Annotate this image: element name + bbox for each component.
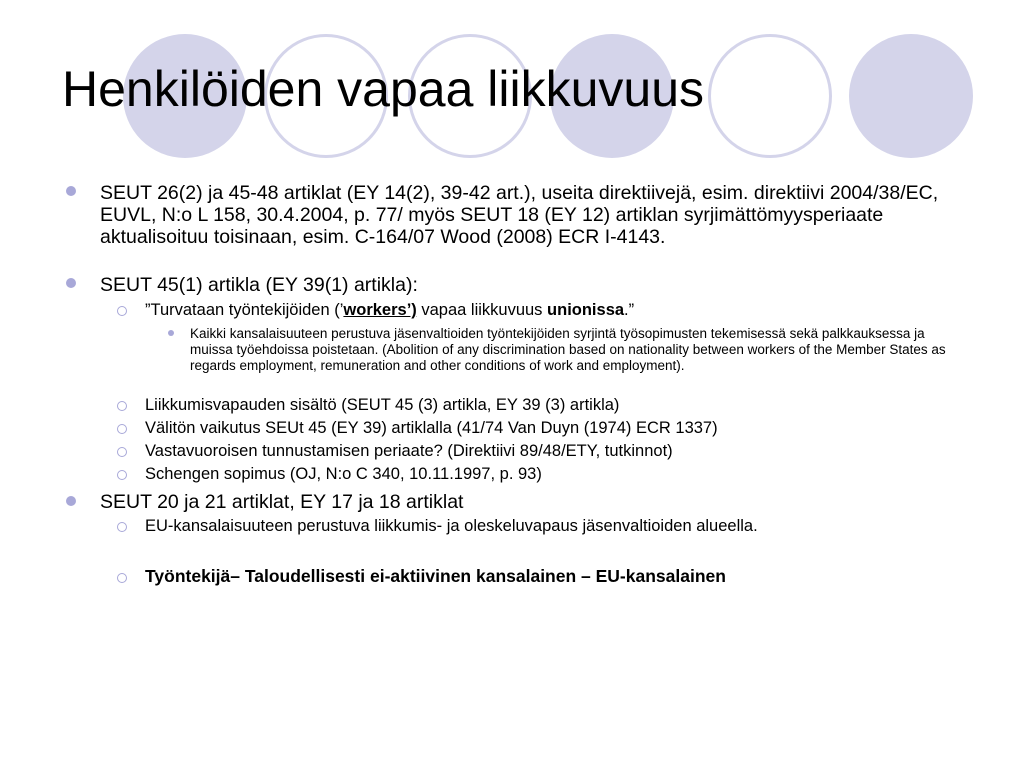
bullet-ring-icon [117,424,127,434]
quote-unionissa: unionissa [547,301,625,319]
bullet-ring-icon [117,573,127,583]
quote-workers: workers’) [343,301,417,319]
subbullet-quote [145,300,965,321]
bullet-seut-20-21: SEUT 20 ja 21 artiklat, EY 17 ja 18 artiklat [100,491,464,513]
bullet-seut-26: SEUT 26(2) ja 45-48 artiklat (EY 14(2), 39-42 art.), useita direktiivejä, esim. direktiivi 2004/38/EC, EUVL, N:o L 158, 30.4.2004, p. 77/ myös SEUT 18 (EY 12) artiklan syrjimättömyysperiaate aktualisoituu toisinaan, esim. C-164/07 Wood (2008) ECR I-4143. [100,182,939,248]
subbullet-mutual-recognition: Vastavuoroisen tunnustamisen periaate? (Direktiivi 89/48/ETY, tutkinnot) [145,442,673,460]
subbullet-citizenship-mobility: EU-kansalaisuuteen perustuva liikkumis- ja oleskeluvapaus jäsenvaltioiden alueella. [145,517,758,535]
subbullet-worker-citizen: Työntekijä– Taloudellisesti ei-aktiivinen kansalainen – EU-kansalainen [145,566,726,586]
subbullet-direct-effect: Välitön vaikutus SEUt 45 (EY 39) artiklalla (41/74 Van Duyn (1974) ECR 1337) [145,419,718,437]
bullet-ring-icon [117,447,127,457]
subbullet-schengen: Schengen sopimus (OJ, N:o C 340, 10.11.1997, p. 93) [145,465,542,483]
bullet-seut-45: SEUT 45(1) artikla (EY 39(1) artikla): [100,274,418,296]
slide-title: Henkilöiden vapaa liikkuvuus [62,61,705,117]
bullet-filled-icon [66,278,76,288]
quote-text-start: ”Turvataan työntekijöiden (’ [145,301,344,319]
subbullet-content: Liikkumisvapauden sisältö (SEUT 45 (3) artikla, EY 39 (3) artikla) [145,396,620,414]
bullet-filled-icon [66,496,76,506]
decor-circle-5 [708,34,832,158]
bullet-ring-icon [117,306,127,316]
bullet-ring-icon [117,522,127,532]
bullet-filled-icon [66,186,76,196]
quote-text-end: .” [624,301,635,319]
bullet-ring-icon [117,401,127,411]
quote-text-mid: vapaa liikkuvuus [416,301,548,319]
subsubbullet-discrimination: Kaikki kansalaisuuteen perustuva jäsenvaltioiden työntekijöiden syrjintä työsopimusten tekemisessä sekä palkkauksessa ja muissa työehdoissa poistetaan. (Abolition of any discrimination based on nationality between workers of the Member States as regards employment, remuneration and other conditions of work and employment). [190,326,946,373]
bullet-ring-icon [117,470,127,480]
bullet-small-icon [168,330,174,336]
decor-circle-6 [849,34,973,158]
